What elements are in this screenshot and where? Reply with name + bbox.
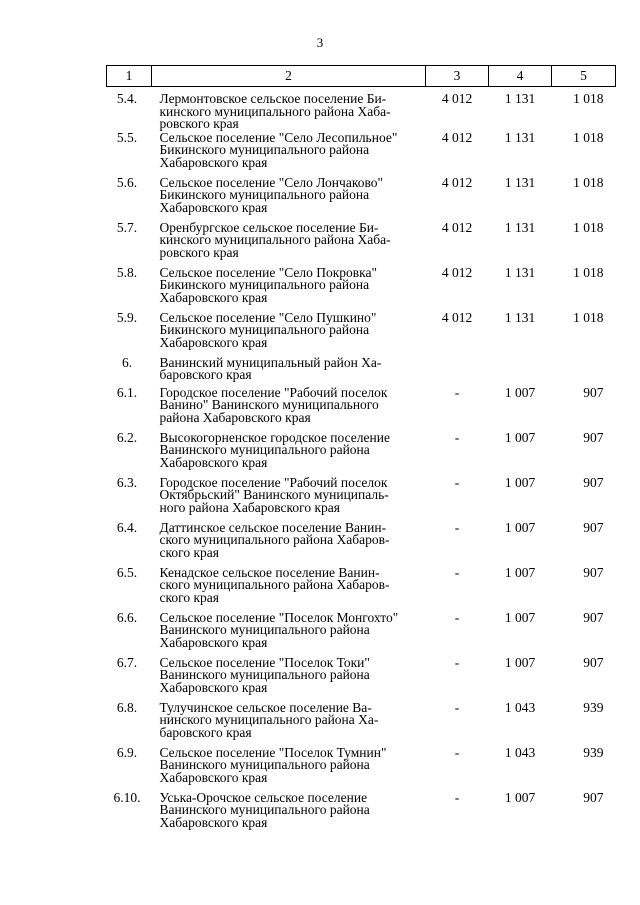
value-column-4: 1 131 (504, 91, 536, 106)
value-column-3: 4 012 (441, 309, 473, 325)
value-column-3: - (454, 654, 460, 670)
header-row (107, 66, 616, 87)
value-column-5: 907 (583, 384, 604, 400)
value-column-4: 1 043 (504, 699, 536, 715)
value-column-4: 1 007 (504, 429, 536, 445)
settlement-name: Сельское поселение "Поселок Монгохто" Ванинского муниципального района Хабаровского края (159, 609, 399, 650)
row-number: 5.8. (116, 264, 138, 280)
value-column-4: 1 043 (504, 744, 536, 760)
table-row (107, 267, 616, 312)
value-column-3: - (454, 699, 460, 715)
row-number: 6.9. (116, 744, 138, 760)
value-column-3: - (454, 519, 460, 535)
value-column-4: 1 007 (504, 384, 536, 400)
value-column-4: 1 007 (504, 474, 536, 490)
value-column-5: 907 (583, 519, 604, 535)
table-row (107, 792, 616, 837)
row-number: 6.8. (116, 699, 138, 715)
settlement-name: Сельское поселение "Село Покровка" Бикинского муниципального района Хабаровского края (159, 264, 378, 305)
column-header: 4 (489, 66, 552, 87)
table-row (107, 312, 616, 357)
row-number: 6.1. (116, 384, 138, 400)
row-number: 6.4. (116, 519, 138, 535)
column-header: 2 (152, 66, 426, 87)
row-number: 5.7. (116, 219, 138, 235)
table-header (107, 66, 616, 87)
column-header: 1 (107, 66, 152, 87)
value-column-3: - (454, 789, 460, 805)
value-column-5: 939 (583, 699, 604, 715)
value-column-4 (489, 357, 552, 387)
value-column-3: - (454, 609, 460, 625)
table-row (107, 567, 616, 612)
row-number: 6.10. (113, 789, 141, 805)
row-number: 6.5. (116, 564, 138, 580)
table-row (107, 87, 616, 132)
value-column-5: 907 (583, 789, 604, 805)
row-number: 6.3. (116, 474, 138, 490)
settlement-name: Городское поселение "Рабочий поселок Ванино" Ванинского муниципального района Хабаровского края (159, 384, 388, 425)
value-column-4: 1 007 (504, 609, 536, 625)
value-column-5 (552, 357, 616, 387)
value-column-5: 907 (583, 564, 604, 580)
table-row (107, 747, 616, 792)
table-row (107, 177, 616, 222)
table-row (107, 132, 616, 177)
value-column-4: 1 007 (504, 789, 536, 805)
value-column-3: - (454, 384, 460, 400)
settlement-name: Даттинское сельское поселение Ванин- ского муниципального района Хабаров- ского края (159, 519, 390, 560)
value-column-4: 1 131 (504, 129, 536, 145)
value-column-3: 4 012 (441, 219, 473, 235)
settlement-name: Городское поселение "Рабочий поселок Октябрьский" Ванинского муниципаль- ного района Хабаровского края (159, 474, 389, 515)
row-number: 6.2. (116, 429, 138, 445)
table-row (107, 432, 616, 477)
table-body (107, 87, 616, 837)
table-row (107, 477, 616, 522)
row-number: 6.6. (116, 609, 138, 625)
value-column-5: 1 018 (573, 174, 604, 190)
settlement-name: Уська-Орочское сельское поселение Ванинского муниципального района Хабаровского края (159, 789, 370, 830)
table-row (107, 702, 616, 747)
value-column-4: 1 131 (504, 219, 536, 235)
value-column-4: 1 007 (504, 654, 536, 670)
settlement-name: Ванинский муниципальный район Ха- баровского края (159, 354, 382, 382)
row-number: 5.6. (116, 174, 138, 190)
page-number: 3 (316, 35, 324, 50)
table-row (107, 657, 616, 702)
value-column-4: 1 131 (504, 309, 536, 325)
value-column-5: 907 (583, 654, 604, 670)
column-header: 3 (426, 66, 489, 87)
row-number: 5.9. (116, 309, 138, 325)
value-column-5: 907 (583, 429, 604, 445)
value-column-5: 907 (583, 609, 604, 625)
table-row (107, 357, 616, 387)
value-column-5: 907 (583, 474, 604, 490)
value-column-3: - (454, 429, 460, 445)
column-header: 5 (552, 66, 616, 87)
table-row (107, 222, 616, 267)
value-column-4: 1 007 (504, 564, 536, 580)
value-column-4: 1 007 (504, 519, 536, 535)
settlement-name: Сельское поселение "Село Пушкино" Бикинского муниципального района Хабаровского края (159, 309, 377, 350)
value-column-3: - (454, 474, 460, 490)
settlement-name: Сельское поселение "Поселок Токи" Ванинского муниципального района Хабаровского края (159, 654, 370, 695)
value-column-3: - (454, 744, 460, 760)
settlement-name: Лермонтовское сельское поселение Би- кинского муниципального района Хаба- ровского края (159, 91, 391, 131)
value-column-3: 4 012 (441, 174, 473, 190)
table-row (107, 387, 616, 432)
data-table (106, 65, 616, 837)
row-number: 6.7. (116, 654, 138, 670)
value-column-3 (426, 357, 489, 387)
value-column-4: 1 131 (504, 264, 536, 280)
value-column-5: 1 018 (573, 219, 604, 235)
value-column-5: 1 018 (573, 264, 604, 280)
value-column-3: 4 012 (441, 129, 473, 145)
value-column-3: 4 012 (441, 264, 473, 280)
settlement-name: Тулучинское сельское поселение Ва- нинского муниципального района Ха- баровского края (159, 699, 379, 740)
row-number: 6. (121, 354, 133, 370)
settlement-name: Высокогорненское городское поселение Ванинского муниципального района Хабаровского края (159, 429, 390, 470)
settlement-name: Сельское поселение "Село Лесопильное" Бикинского муниципального района Хабаровского края (159, 129, 398, 170)
value-column-3: - (454, 564, 460, 580)
value-column-5: 939 (583, 744, 604, 760)
table-row (107, 612, 616, 657)
value-column-4: 1 131 (504, 174, 536, 190)
value-column-5: 1 018 (573, 309, 604, 325)
table-row (107, 522, 616, 567)
row-number: 5.4. (116, 91, 138, 106)
row-number: 5.5. (116, 129, 138, 145)
value-column-3: 4 012 (441, 91, 473, 106)
value-column-5: 1 018 (573, 91, 604, 106)
value-column-5: 1 018 (573, 129, 604, 145)
settlement-name: Сельское поселение "Село Лончаково" Бикинского муниципального района Хабаровского края (159, 174, 383, 215)
settlement-name: Оренбургское сельское поселение Би- кинского муниципального района Хаба- ровского края (159, 219, 391, 260)
settlement-name: Сельское поселение "Поселок Тумнин" Ванинского муниципального района Хабаровского края (159, 744, 387, 785)
settlement-name: Кенадское сельское поселение Ванин- ского муниципального района Хабаров- ского края (159, 564, 390, 605)
